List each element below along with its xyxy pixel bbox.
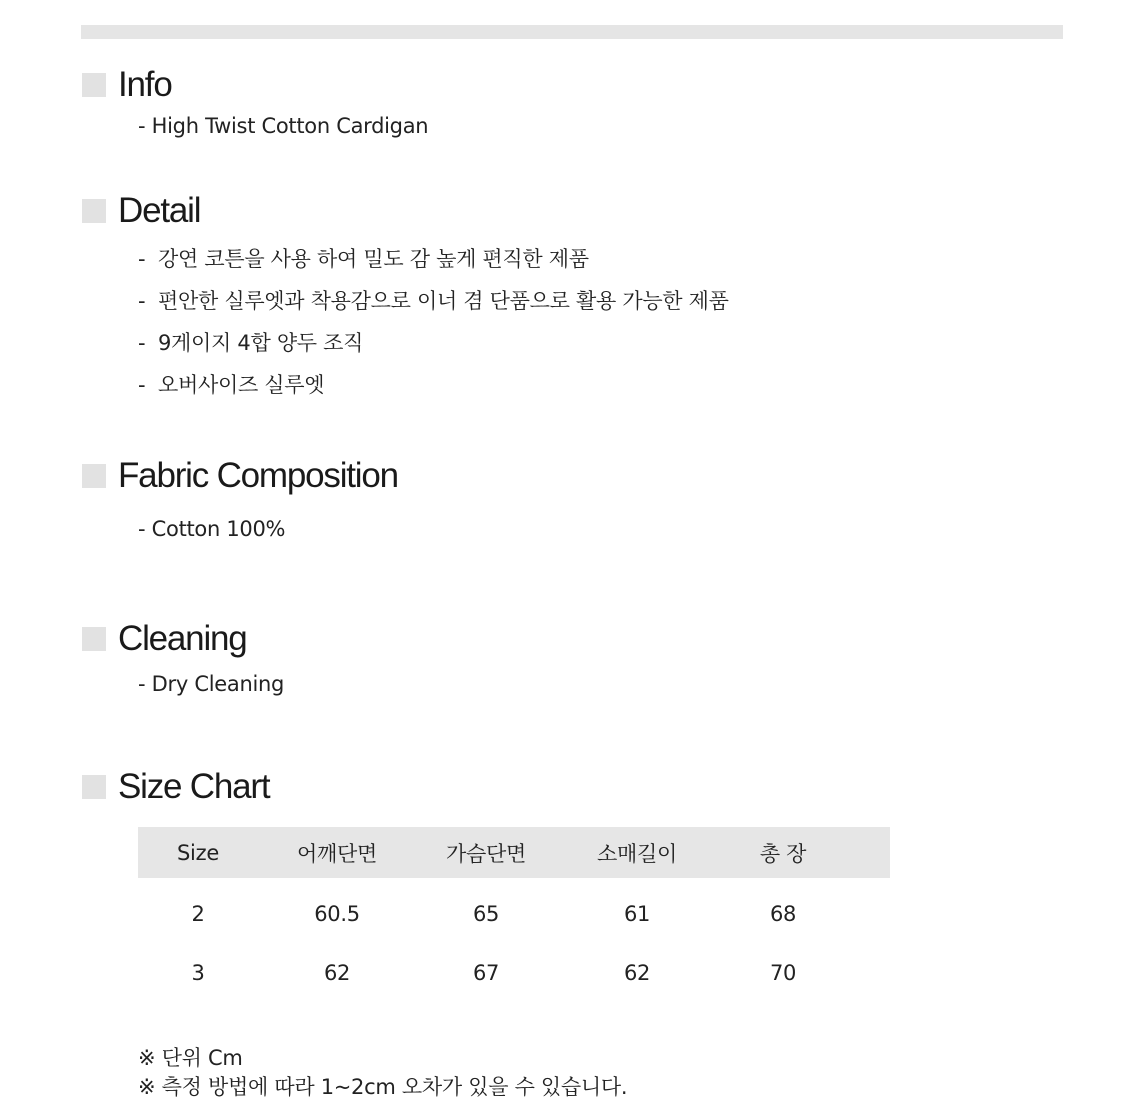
section-info-header	[82, 67, 172, 102]
section-detail-header	[82, 193, 200, 228]
note-measurement: ※ 측정 방법에 따라 1~2cm 오차가 있을 수 있습니다.	[138, 1075, 628, 1099]
table-cell: 62	[323, 960, 351, 985]
table-cell: 62	[623, 960, 651, 985]
section-cleaning-header	[82, 621, 247, 656]
section-detail-title: Detail	[118, 191, 201, 230]
section-info-title: Info	[118, 65, 172, 104]
header-cell-chest: 가슴단면	[446, 841, 526, 866]
detail-item: - 오버사이즈 실루엣	[138, 373, 325, 397]
section-fabric-header	[82, 458, 398, 493]
section-cleaning-title: Cleaning	[118, 619, 247, 658]
table-cell: 65	[472, 901, 500, 926]
section-size-chart-title: Size Chart	[118, 767, 270, 806]
table-cell: 3	[191, 960, 205, 985]
table-cell: 60.5	[314, 901, 360, 926]
section-marker-icon	[82, 464, 106, 488]
table-cell: 70	[769, 960, 797, 985]
header-cell-length: 총 장	[759, 841, 807, 866]
size-chart-header-row	[138, 827, 890, 878]
table-cell: 2	[191, 901, 205, 926]
header-cell-size: Size	[177, 840, 219, 865]
section-marker-icon	[82, 73, 106, 97]
note-unit: ※ 단위 Cm	[138, 1046, 243, 1070]
top-divider-bar	[81, 25, 1063, 39]
section-size-chart-header	[82, 769, 269, 804]
section-marker-icon	[82, 627, 106, 651]
header-cell-sleeve: 소매길이	[597, 841, 677, 866]
info-text: - High Twist Cotton Cardigan	[138, 114, 429, 138]
detail-item-text: 편안한 실루엣과 착용감으로 이너 겸 단품으로 활용 가능한 제품	[158, 289, 729, 313]
detail-item-text: 9게이지 4합 양두 조직	[158, 331, 364, 355]
fabric-text: - Cotton 100%	[138, 517, 286, 541]
detail-item: - 편안한 실루엣과 착용감으로 이너 겸 단품으로 활용 가능한 제품	[138, 289, 729, 313]
detail-item-text: 오버사이즈 실루엣	[158, 373, 325, 397]
table-row	[138, 878, 890, 937]
table-row	[138, 937, 890, 996]
detail-item: - 강연 코튼을 사용 하여 밀도 감 높게 편직한 제품	[138, 247, 589, 271]
section-fabric-title: Fabric Composition	[118, 456, 398, 495]
table-cell: 61	[623, 901, 651, 926]
table-cell: 67	[472, 960, 500, 985]
header-cell-shoulder: 어깨단면	[297, 841, 377, 866]
table-cell: 68	[769, 901, 797, 926]
detail-item: - 9게이지 4합 양두 조직	[138, 331, 364, 355]
detail-item-text: 강연 코튼을 사용 하여 밀도 감 높게 편직한 제품	[158, 247, 589, 271]
section-marker-icon	[82, 199, 106, 223]
cleaning-text: - Dry Cleaning	[138, 672, 285, 696]
size-chart-table	[138, 827, 890, 996]
section-marker-icon	[82, 775, 106, 799]
